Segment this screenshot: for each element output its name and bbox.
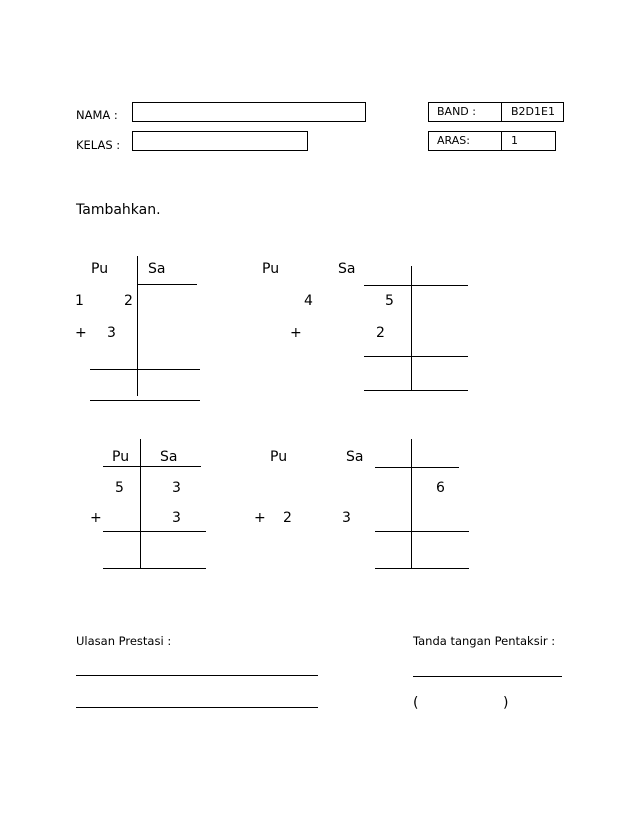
band-label: BAND : xyxy=(437,105,476,118)
q4-pu-header: Pu xyxy=(270,449,288,465)
ulasan-prestasi-label: Ulasan Prestasi : xyxy=(76,634,172,648)
ulasan-line-2[interactable] xyxy=(76,707,318,708)
band-value: B2D1E1 xyxy=(511,105,555,118)
name-paren-open: ( xyxy=(413,695,419,711)
q3-sum-line xyxy=(103,531,206,532)
q1-sa-header: Sa xyxy=(148,261,166,277)
q1-header-line xyxy=(137,284,197,285)
q2-top-sa: 5 xyxy=(385,293,394,309)
q4-bottom-sa: 3 xyxy=(342,510,351,526)
q3-operator: + xyxy=(90,510,102,526)
q3-bottom-sa: 3 xyxy=(172,510,181,526)
q3-header-line xyxy=(103,466,201,467)
nama-field[interactable] xyxy=(132,102,366,122)
q4-operator: + xyxy=(254,510,266,526)
kelas-label: KELAS : xyxy=(76,138,121,152)
q2-pu-header: Pu xyxy=(262,261,280,277)
q1-top-sa: 2 xyxy=(124,293,133,309)
q3-sa-header: Sa xyxy=(160,449,178,465)
q2-sum-line xyxy=(364,356,468,357)
q1-column-divider xyxy=(137,256,138,396)
q3-top-pu: 5 xyxy=(115,480,124,496)
name-paren-close: ) xyxy=(503,695,509,711)
tanda-tangan-label: Tanda tangan Pentaksir : xyxy=(413,634,556,648)
signature-line[interactable] xyxy=(413,676,562,677)
aras-label: ARAS: xyxy=(437,134,470,147)
band-box xyxy=(428,102,564,122)
kelas-field[interactable] xyxy=(132,131,308,151)
q3-pu-header: Pu xyxy=(112,449,130,465)
aras-box xyxy=(428,131,556,151)
q2-sa-header: Sa xyxy=(338,261,356,277)
q2-answer-line xyxy=(364,390,468,391)
nama-label: NAMA : xyxy=(76,108,118,122)
q4-sa-header: Sa xyxy=(346,449,364,465)
q2-bottom-sa: 2 xyxy=(376,325,385,341)
q3-answer-line xyxy=(103,568,206,569)
ulasan-line-1[interactable] xyxy=(76,675,318,676)
q1-bottom-sa: 3 xyxy=(107,325,116,341)
q2-operator: + xyxy=(290,325,302,341)
q4-bottom-pu: 2 xyxy=(283,510,292,526)
instruction: Tambahkan. xyxy=(76,202,161,218)
q1-pu-header: Pu xyxy=(91,261,109,277)
q3-column-divider xyxy=(140,439,141,569)
q4-sum-line xyxy=(375,531,469,532)
q1-sum-line xyxy=(90,369,200,370)
q4-top-sa: 6 xyxy=(436,480,445,496)
q2-top-pu: 4 xyxy=(304,293,313,309)
q4-answer-line xyxy=(375,568,469,569)
q4-header-line xyxy=(375,467,459,468)
q4-column-divider xyxy=(411,439,412,569)
q1-answer-line xyxy=(90,400,200,401)
q2-header-line xyxy=(364,285,468,286)
q1-operator: + xyxy=(75,325,87,341)
q3-top-sa: 3 xyxy=(172,480,181,496)
aras-value: 1 xyxy=(511,134,518,147)
q1-top-pu: 1 xyxy=(75,293,84,309)
